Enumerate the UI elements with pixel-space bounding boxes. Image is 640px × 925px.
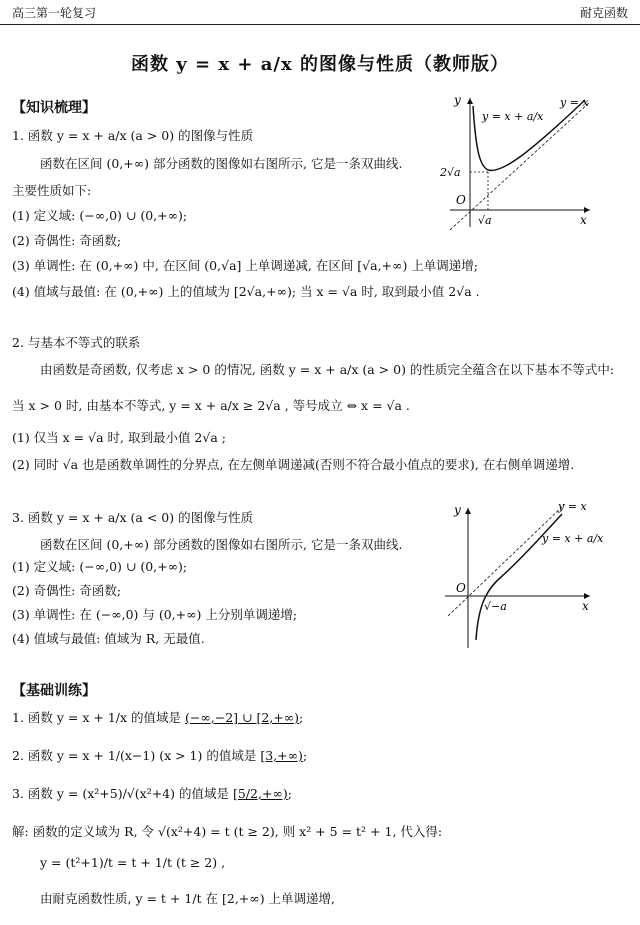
q1-text: 1. 函数 y = x + 1/x 的值域是 xyxy=(12,710,182,725)
s1-desc: 函数在区间 (0,+∞) 部分函数的图像如右图所示, 它是一条双曲线. xyxy=(40,156,403,171)
s3-p4: (4) 值域与最值: 值域为 R, 无最值. xyxy=(12,631,205,646)
solution-line3: 由耐克函数性质, y = t + 1/t 在 [2,+∞) 上单调递增, xyxy=(40,891,336,906)
graph2-curve-label: y = x + a/x xyxy=(542,532,604,545)
s2-line3: (1) 仅当 x = √a 时, 取到最小值 2√a ; xyxy=(12,430,226,445)
q3-text: 3. 函数 y = (x²+5)/√(x²+4) 的值域是 xyxy=(12,786,229,801)
graph2-x-label: x xyxy=(582,599,589,613)
s1-main: 主要性质如下: xyxy=(12,183,92,198)
graph1-xmin-label: √a xyxy=(478,214,492,227)
graph-a-positive xyxy=(440,92,630,232)
s3-p2: (2) 奇偶性: 奇函数; xyxy=(12,583,122,598)
graph2-y-label: y xyxy=(454,503,461,517)
graph1-asym-label: y = x xyxy=(560,96,589,109)
page-header xyxy=(0,0,640,25)
s2-line1: 由函数是奇函数, 仅考虑 x > 0 的情况, 函数 y = x + a/x (a > 0) 的性质完全蕴含在以下基本不等式中: xyxy=(40,362,615,377)
q2-answer: [3,+∞) xyxy=(260,748,303,763)
s2-line4: (2) 同时 √a 也是函数单调性的分界点, 在左侧单调递减(否则不符合最小值点的要求), 在右侧单调递增. xyxy=(12,457,575,472)
s1-p4: (4) 值域与最值: 在 (0,+∞) 上的值域为 [2√a,+∞); 当 x = √a 时, 取到最小值 2√a . xyxy=(12,284,480,299)
graph2-origin: O xyxy=(456,581,466,595)
solution-line1: 解: 函数的定义域为 R, 令 √(x²+4) = t (t ≥ 2), 则 x² + 5 = t² + 1, 代入得: xyxy=(12,824,443,839)
graph2-asym-label: y = x xyxy=(558,500,587,513)
graph1-x-label: x xyxy=(580,213,587,227)
graph1-ymin-label: 2√a xyxy=(440,166,461,179)
s3-desc: 函数在区间 (0,+∞) 部分函数的图像如右图所示, 它是一条双曲线. xyxy=(40,537,403,552)
s3-title: 3. 函数 y = x + a/x (a < 0) 的图像与性质 xyxy=(12,510,254,525)
q2: 2. 函数 y = x + 1/(x−1) (x > 1) 的值域是 [3,+∞); xyxy=(12,748,308,763)
graph1-y-label: y xyxy=(454,93,461,107)
s1-p3: (3) 单调性: 在 (0,+∞) 中, 在区间 (0,√a] 上单调递减, 在区间 [√a,+∞) 上单调递增; xyxy=(12,258,479,273)
graph2-xzero-label: √−a xyxy=(484,600,507,613)
page-title: 函数 y = x + a/x 的图像与性质（教师版） xyxy=(131,54,509,75)
s1-p2: (2) 奇偶性: 奇函数; xyxy=(12,233,122,248)
s2-line2: 当 x > 0 时, 由基本不等式, y = x + a/x ≥ 2√a , 等号成立 ⇔ x = √a . xyxy=(12,398,410,413)
q2-text: 2. 函数 y = x + 1/(x−1) (x > 1) 的值域是 xyxy=(12,748,257,763)
q3: 3. 函数 y = (x²+5)/√(x²+4) 的值域是 [5/2,+∞); xyxy=(12,786,292,801)
s3-p3: (3) 单调性: 在 (−∞,0) 与 (0,+∞) 上分别单调递增; xyxy=(12,607,298,622)
s1-p1: (1) 定义域: (−∞,0) ∪ (0,+∞); xyxy=(12,208,188,223)
s1-title: 1. 函数 y = x + a/x (a > 0) 的图像与性质 xyxy=(12,128,254,143)
graph1-curve-label: y = x + a/x xyxy=(482,110,544,123)
graph-a-negative xyxy=(440,500,630,650)
s3-p1: (1) 定义域: (−∞,0) ∪ (0,+∞); xyxy=(12,559,188,574)
q3-answer: [5/2,+∞) xyxy=(232,786,288,801)
knowledge-heading: 【知识梳理】 xyxy=(12,100,96,116)
q1-answer: (−∞,−2] ∪ [2,+∞) xyxy=(185,710,300,725)
training-heading: 【基础训练】 xyxy=(12,683,96,699)
header-left: 高三第一轮复习 xyxy=(12,6,97,20)
graph1-origin: O xyxy=(456,193,466,207)
q1: 1. 函数 y = x + 1/x 的值域是 (−∞,−2] ∪ [2,+∞); xyxy=(12,710,304,725)
header-right: 耐克函数 xyxy=(579,6,628,20)
solution-line2: y = (t²+1)/t = t + 1/t (t ≥ 2) , xyxy=(40,855,226,870)
s2-title: 2. 与基本不等式的联系 xyxy=(12,335,141,350)
